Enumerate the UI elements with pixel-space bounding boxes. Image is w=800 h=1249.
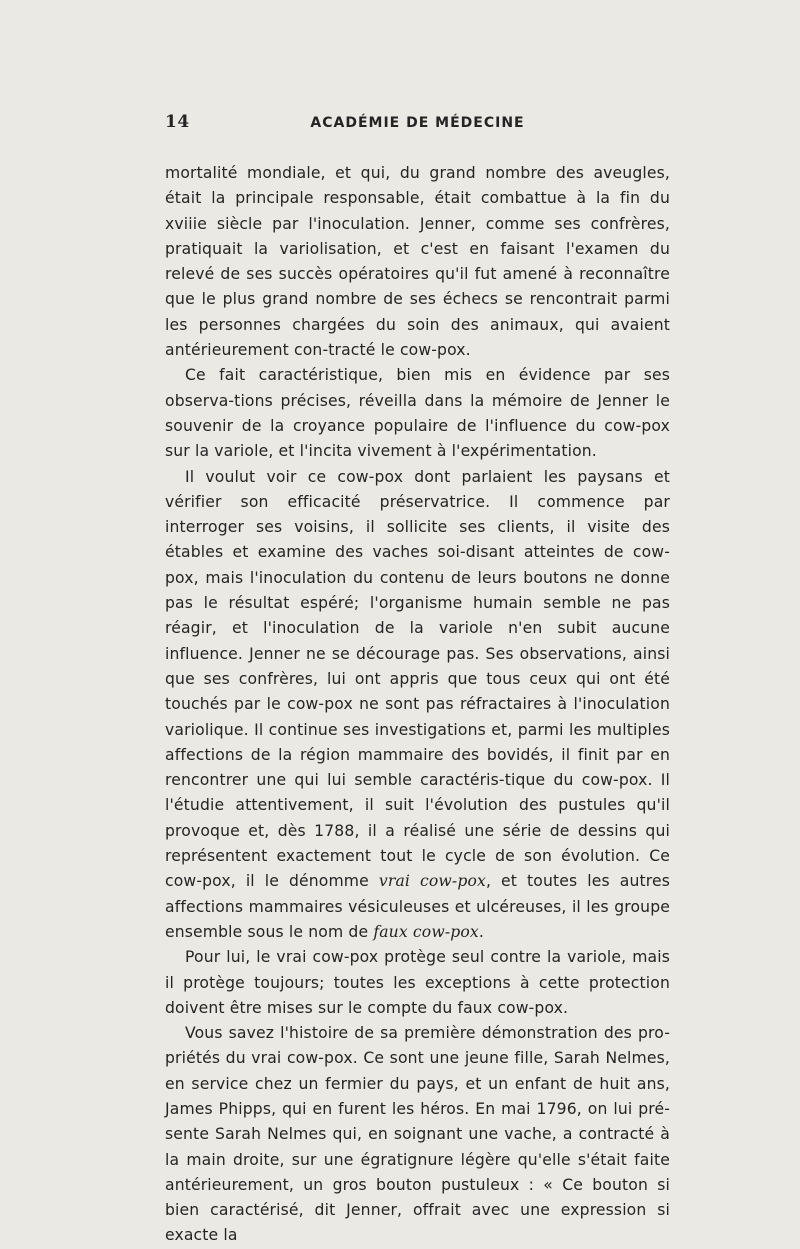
page-header xyxy=(165,112,670,134)
paragraph-3 xyxy=(165,465,670,946)
paragraph-3-text: Il voulut voir ce cow-pox dont parlaient les paysans et vérifier son efficacité préservatrice. Il commence par interroger ses voisins, il sollicite ses clients, il visite des étables et examine des vaches soi-disant atteintes de cow-pox, mais l'inoculation du contenu de leurs boutons ne donne pas le résultat espéré; l'organisme humain semble ne pas réagir, et l'inoculation de la variole n'en subit aucune influence. Jenner ne se décourage pas. Ses observations, ainsi que ses confrères, lui ont appris que tous ceux qui ont été touchés par le cow-pox ne sont pas réfractaires à l'inoculation variolique. Il continue ses investigations et, parmi les multiples affections de la région mammaire des bovidés, il finit par en rencontrer une qui lui semble caractéris-tique du cow-pox. Il l'étudie attentivement, il suit l'évolution des pustules qu'il provoque et, dès 1788, il a réalisé une série de dessins qui représentent exactement tout le cycle de son évolution. xyxy=(165,467,670,866)
paragraph-3-before: Ce cow-pox, il le dénomme xyxy=(165,847,670,891)
paragraph-3-after: . xyxy=(478,922,484,941)
page-number: 14 xyxy=(165,112,190,132)
paragraph-4: Pour lui, le vrai cow-pox protège seul contre la variole, mais il protège toujours; toutes les exceptions à cette protection doivent être mises sur le compte du faux cow-pox. xyxy=(165,948,670,1017)
paragraph-5: Vous savez l'histoire de sa première démonstration des pro-priétés du vrai cow-pox. Ce sont une jeune fille, Sarah Nelmes, en service chez un fermier du pays, et un enfant de huit ans, James Phipps, qui en furent les héros. En mai 1796, on lui pré-sente Sarah Nelmes qui, en soignant une vache, a contracté à la main droite, sur une égratignure légère qu'elle s'était faite antérieurement, un gros bouton pustuleux : « Ce bouton si bien caractérisé, dit Jenner, offrait avec une expression si exacte la xyxy=(165,1024,670,1245)
body-text xyxy=(165,161,670,1249)
running-head: ACADÉMIE DE MÉDECINE xyxy=(310,115,525,131)
paragraph-2: Ce fait caractéristique, bien mis en évidence par ses observa-tions précises, réveilla dans la mémoire de Jenner le souvenir de la croyance populaire de l'influence du cow-pox sur la variole, et l'incita vivement à l'expérimentation. xyxy=(165,366,670,461)
paragraph-3-middle: , et toutes les autres affections mammaires vésiculeuses et ulcéreuses, il les groupe ensemble sous le nom de xyxy=(165,872,670,941)
term-faux-cow-pox: faux cow-pox xyxy=(373,922,479,941)
paragraph-1: mortalité mondiale, et qui, du grand nombre des aveugles, était la principale responsable, était combattue à la fin du xviiie siècle par l'inoculation. Jenner, comme ses confrères, pratiquait la variolisation, et c'est en faisant l'examen du relevé de ses succès opératoires qu'il fut amené à reconnaître que le plus grand nombre de ses échecs se rencontrait parmi les personnes chargées du soin des animaux, qui avaient antérieurement con-tracté le cow-pox. xyxy=(165,164,670,360)
term-vrai-cow-pox: vrai cow-pox xyxy=(378,872,486,891)
